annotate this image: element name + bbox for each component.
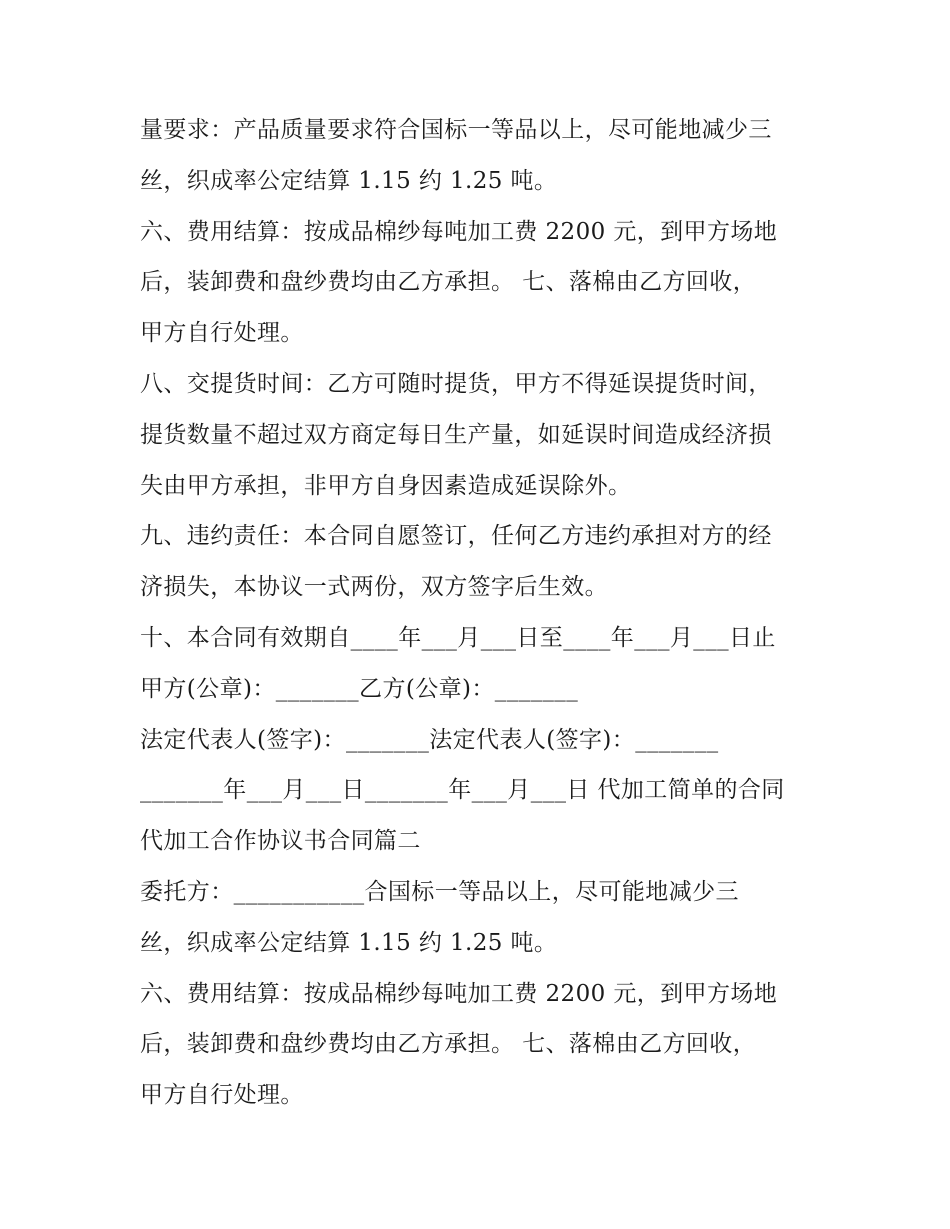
text-line: 后，装卸费和盘纱费均由乙方承担。 七、落棉由乙方回收， — [140, 269, 757, 296]
text-line: 十、本合同有效期自____年___月___日至____年___月___日止 — [140, 624, 776, 651]
text-line: 六、费用结算：按成品棉纱每吨加工费 2200 元，到甲方场地 — [140, 218, 778, 245]
text-line: 后，装卸费和盘纱费均由乙方承担。 七、落棉由乙方回收， — [140, 1031, 757, 1058]
text-line: 委托方：___________合国标一等品以上，尽可能地减少三 — [140, 878, 739, 905]
text-line: 九、违约责任：本合同自愿签订，任何乙方违约承担对方的经 — [140, 523, 772, 550]
text-line: 济损失，本协议一式两份，双方签字后生效。 — [140, 574, 608, 601]
text-line: 失由甲方承担，非甲方自身因素造成延误除外。 — [140, 472, 632, 499]
text-line: 八、交提货时间：乙方可随时提货，甲方不得延误提货时间， — [140, 370, 772, 397]
text-line: 甲方(公章)：_______乙方(公章)：_______ — [140, 675, 579, 702]
text-line: 法定代表人(签字)：_______法定代表人(签字)：_______ — [140, 726, 719, 753]
text-line: 提货数量不超过双方商定每日生产量，如延误时间造成经济损 — [140, 421, 772, 448]
document-body — [140, 105, 820, 1121]
section-heading: 代加工合作协议书合同篇二 — [140, 828, 421, 855]
text-line: 量要求：产品质量要求符合国标一等品以上，尽可能地减少三 — [140, 117, 772, 143]
text-line: 丝，织成率公定结算 1.15 约 1.25 吨。 — [140, 929, 558, 956]
text-line: 甲方自行处理。 — [140, 1082, 304, 1109]
text-line: _______年___月___日_______年___月___日 代加工简单的合同 — [140, 777, 785, 804]
text-line: 甲方自行处理。 — [140, 320, 304, 347]
text-line: 六、费用结算：按成品棉纱每吨加工费 2200 元，到甲方场地 — [140, 980, 778, 1007]
text-line: 丝，织成率公定结算 1.15 约 1.25 吨。 — [140, 167, 558, 194]
